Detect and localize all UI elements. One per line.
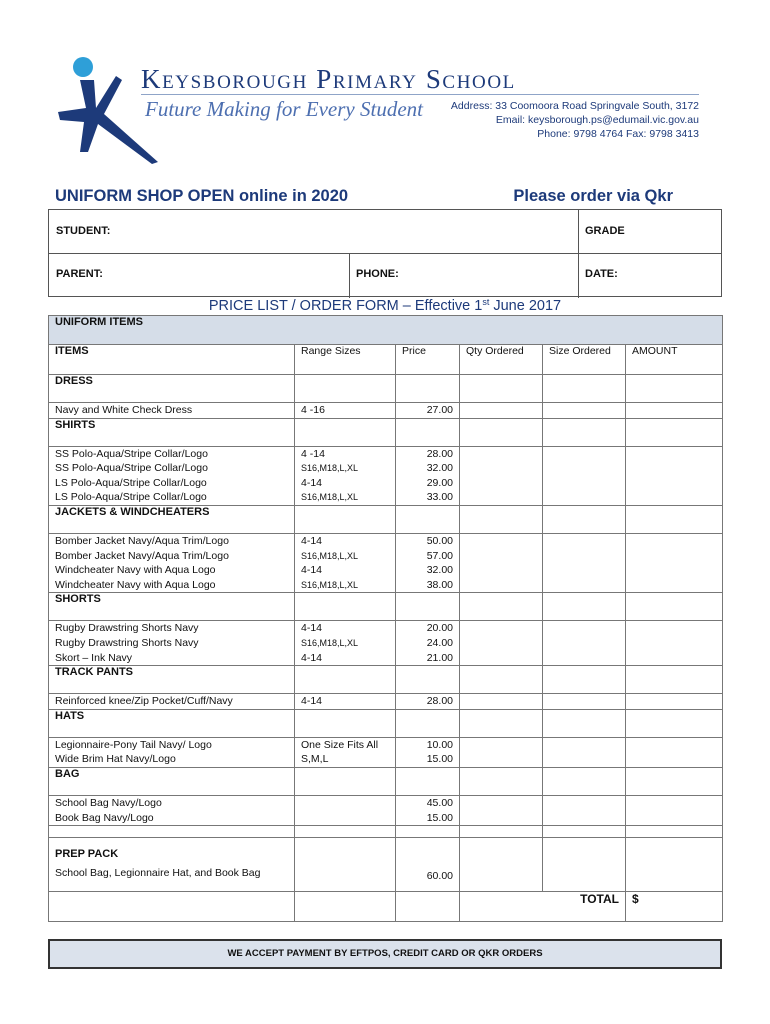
item-price: 57.00	[426, 549, 453, 562]
amount-cell[interactable]	[626, 795, 723, 825]
item-size-range: 4-14	[301, 476, 323, 489]
empty-cell	[543, 767, 626, 795]
empty-cell	[396, 666, 460, 694]
empty-cell	[49, 826, 295, 838]
item-rows	[49, 533, 723, 592]
size-ordered-cell[interactable]	[543, 838, 626, 892]
amount-cell[interactable]	[626, 446, 723, 505]
qty-ordered-cell[interactable]	[460, 446, 543, 505]
amount-cell[interactable]	[626, 737, 723, 767]
item-name: Skort – Ink Navy	[55, 651, 133, 664]
empty-cell	[460, 826, 543, 838]
prep-pack-cell	[49, 838, 295, 892]
empty-cell	[396, 593, 460, 621]
empty-cell	[396, 767, 460, 795]
order-via-heading: Please order via Qkr	[513, 187, 673, 205]
empty-cell	[626, 767, 723, 795]
item-size-range: S16,M18,L,XL	[301, 637, 359, 648]
total-amount-field[interactable]: $	[626, 892, 723, 922]
item-price: 20.00	[426, 622, 453, 635]
item-name: LS Polo-Aqua/Stripe Collar/Logo	[55, 476, 207, 489]
item-rows	[49, 737, 723, 767]
amount-cell[interactable]	[626, 533, 723, 592]
item-name: Reinforced knee/Zip Pocket/Cuff/Navy	[55, 695, 233, 708]
size-ordered-cell[interactable]	[543, 737, 626, 767]
category-row	[49, 375, 723, 403]
item-size-range: 4-14	[301, 622, 323, 635]
empty-cell	[626, 593, 723, 621]
qty-ordered-cell[interactable]	[460, 403, 543, 419]
total-label: TOTAL	[460, 892, 626, 922]
empty-cell	[460, 767, 543, 795]
item-price: 32.00	[426, 564, 453, 577]
size-ordered-cell[interactable]	[543, 795, 626, 825]
empty-cell	[543, 593, 626, 621]
qty-ordered-cell[interactable]	[460, 694, 543, 710]
empty-cell	[543, 709, 626, 737]
item-name: SS Polo-Aqua/Stripe Collar/Logo	[55, 462, 208, 475]
qty-ordered-cell[interactable]	[460, 737, 543, 767]
item-prices-cell	[396, 403, 460, 419]
item-name: Rugby Drawstring Shorts Navy	[55, 636, 199, 649]
empty-cell	[460, 709, 543, 737]
info-divider	[578, 210, 579, 298]
item-name: Rugby Drawstring Shorts Navy	[55, 622, 199, 635]
parent-field-label: PARENT:	[56, 268, 103, 280]
item-size-range: 4-14	[301, 695, 323, 708]
item-rows	[49, 446, 723, 505]
empty-cell	[295, 709, 396, 737]
prep-pack-price-cell	[396, 838, 460, 892]
item-names-cell	[49, 621, 295, 666]
item-size-range: S16,M18,L,XL	[301, 579, 359, 590]
info-divider	[49, 253, 721, 254]
item-size-range: 4-14	[301, 651, 323, 664]
category-label: SHORTS	[49, 593, 295, 621]
item-names-cell	[49, 403, 295, 419]
shop-open-heading: UNIFORM SHOP OPEN online in 2020	[55, 187, 349, 205]
empty-cell	[460, 375, 543, 403]
empty-cell	[543, 826, 626, 838]
prep-pack-row	[49, 838, 723, 892]
item-sizes-cell	[295, 621, 396, 666]
item-price: 28.00	[426, 695, 453, 708]
size-ordered-cell[interactable]	[543, 446, 626, 505]
empty-cell	[543, 418, 626, 446]
student-info-box	[48, 209, 722, 297]
item-sizes-cell	[295, 403, 396, 419]
size-ordered-cell[interactable]	[543, 621, 626, 666]
category-label: HATS	[49, 709, 295, 737]
category-row	[49, 709, 723, 737]
info-divider	[349, 253, 350, 298]
school-tagline: Future Making for Every Student	[145, 97, 423, 121]
category-label: TRACK PANTS	[49, 666, 295, 694]
item-name: Windcheater Navy with Aqua Logo	[55, 564, 216, 577]
empty-cell	[626, 709, 723, 737]
col-header-amount: AMOUNT	[626, 345, 723, 375]
item-name: Windcheater Navy with Aqua Logo	[55, 578, 216, 591]
category-row	[49, 767, 723, 795]
item-price: 38.00	[426, 578, 453, 591]
item-price: 15.00	[426, 811, 453, 824]
header-rule	[141, 94, 699, 95]
item-price: 24.00	[426, 636, 453, 649]
empty-cell	[295, 593, 396, 621]
item-price: 33.00	[426, 491, 453, 504]
item-sizes-cell	[295, 737, 396, 767]
empty-cell	[626, 505, 723, 533]
item-size-range	[301, 796, 389, 811]
item-name: Navy and White Check Dress	[55, 404, 193, 416]
price-list-title: PRICE LIST / ORDER FORM – Effective 1st June 2017	[208, 297, 562, 314]
empty-cell	[460, 505, 543, 533]
size-ordered-cell[interactable]	[543, 533, 626, 592]
item-size-range: S16,M18,L,XL	[301, 463, 359, 474]
empty-cell	[396, 709, 460, 737]
empty-cell	[49, 892, 295, 922]
item-size-range: 4-14	[301, 534, 323, 547]
empty-cell	[460, 666, 543, 694]
item-price: 28.00	[426, 447, 453, 460]
item-sizes-cell	[295, 795, 396, 825]
empty-cell	[626, 375, 723, 403]
item-sizes-cell	[295, 533, 396, 592]
category-label: BAG	[49, 767, 295, 795]
item-rows	[49, 694, 723, 710]
empty-cell	[295, 375, 396, 403]
empty-cell	[396, 826, 460, 838]
empty-cell	[543, 666, 626, 694]
item-prices-cell	[396, 795, 460, 825]
category-label: DRESS	[49, 375, 295, 403]
amount-cell[interactable]	[626, 838, 723, 892]
item-price: 15.00	[426, 753, 453, 766]
date-field-label: DATE:	[585, 268, 618, 280]
amount-cell[interactable]	[626, 694, 723, 710]
item-price: 29.00	[426, 476, 453, 489]
item-name: Bomber Jacket Navy/Aqua Trim/Logo	[55, 549, 229, 562]
empty-cell	[543, 375, 626, 403]
spacer-row	[49, 826, 723, 838]
size-ordered-cell[interactable]	[543, 694, 626, 710]
item-rows	[49, 403, 723, 419]
category-row	[49, 666, 723, 694]
category-row	[49, 593, 723, 621]
uniform-items-label: UNIFORM ITEMS	[49, 316, 723, 345]
item-name: Bomber Jacket Navy/Aqua Trim/Logo	[55, 534, 229, 547]
empty-cell	[543, 505, 626, 533]
empty-cell	[626, 418, 723, 446]
empty-cell	[295, 767, 396, 795]
empty-cell	[295, 418, 396, 446]
item-price: 10.00	[426, 738, 453, 751]
item-prices-cell	[396, 737, 460, 767]
item-price: 32.00	[426, 462, 453, 475]
prep-pack-item: School Bag, Legionnaire Hat, and Book Bag	[55, 867, 261, 880]
item-names-cell	[49, 737, 295, 767]
col-header-size: Size Ordered	[543, 345, 626, 375]
item-name: Wide Brim Hat Navy/Logo	[55, 753, 176, 766]
item-name: Legionnaire-Pony Tail Navy/ Logo	[55, 738, 212, 751]
uniform-items-band	[49, 316, 723, 345]
item-price: 50.00	[426, 534, 453, 547]
item-names-cell	[49, 446, 295, 505]
payment-footer: WE ACCEPT PAYMENT BY EFTPOS, CREDIT CARD OR QKR ORDERS	[48, 939, 722, 969]
school-name: Keysborough Primary School	[141, 64, 516, 94]
item-sizes-cell	[295, 694, 396, 710]
empty-cell	[295, 838, 396, 892]
empty-cell	[295, 892, 396, 922]
total-row	[49, 892, 723, 922]
item-size-range: S16,M18,L,XL	[301, 492, 359, 503]
item-size-range: S,M,L	[301, 753, 329, 766]
qty-ordered-cell[interactable]	[460, 795, 543, 825]
empty-cell	[295, 505, 396, 533]
item-size-range: 4 -14	[301, 447, 325, 460]
prep-pack-price: 60.00	[426, 870, 453, 883]
student-field-label: STUDENT:	[56, 225, 111, 237]
category-label: JACKETS & WINDCHEATERS	[49, 505, 295, 533]
item-prices-cell	[396, 621, 460, 666]
phone-field-label: PHONE:	[356, 268, 399, 280]
item-name: SS Polo-Aqua/Stripe Collar/Logo	[55, 447, 208, 460]
empty-cell	[460, 418, 543, 446]
phone-fax-text: Phone: 9798 4764 Fax: 9798 3413	[537, 128, 699, 140]
order-table	[48, 315, 723, 922]
qty-ordered-cell[interactable]	[460, 621, 543, 666]
prep-pack-label: PREP PACK	[55, 848, 119, 861]
item-size-range	[301, 811, 389, 826]
item-name: School Bag Navy/Logo	[55, 796, 162, 809]
item-rows	[49, 795, 723, 825]
item-size-range: S16,M18,L,XL	[301, 550, 359, 561]
category-row	[49, 505, 723, 533]
empty-cell	[396, 892, 460, 922]
item-prices-cell	[396, 694, 460, 710]
empty-cell	[626, 826, 723, 838]
item-rows	[49, 621, 723, 666]
qty-ordered-cell[interactable]	[460, 533, 543, 592]
item-price: 45.00	[426, 796, 453, 809]
empty-cell	[396, 418, 460, 446]
col-header-items: ITEMS	[49, 345, 295, 375]
item-size-range: 4 -16	[301, 404, 325, 416]
category-label: SHIRTS	[49, 418, 295, 446]
qty-ordered-cell[interactable]	[460, 838, 543, 892]
item-prices-cell	[396, 446, 460, 505]
empty-cell	[396, 375, 460, 403]
empty-cell	[460, 593, 543, 621]
item-sizes-cell	[295, 446, 396, 505]
item-price: 21.00	[426, 651, 453, 664]
item-name: Book Bag Navy/Logo	[55, 811, 154, 824]
address-text: Address: 33 Coomoora Road Springvale South, 3172	[450, 100, 699, 112]
empty-cell	[295, 826, 396, 838]
amount-cell[interactable]	[626, 621, 723, 666]
item-names-cell	[49, 694, 295, 710]
item-prices-cell	[396, 533, 460, 592]
grade-field-label: GRADE	[585, 225, 625, 237]
col-header-range: Range Sizes	[295, 345, 396, 375]
empty-cell	[626, 666, 723, 694]
empty-cell	[295, 666, 396, 694]
item-names-cell	[49, 795, 295, 825]
contact-block	[451, 99, 699, 141]
item-name: LS Polo-Aqua/Stripe Collar/Logo	[55, 491, 207, 504]
item-size-range: One Size Fits All	[301, 738, 379, 751]
size-ordered-cell[interactable]	[543, 403, 626, 419]
column-header-row	[49, 345, 723, 375]
amount-cell[interactable]	[626, 403, 723, 419]
col-header-price: Price	[396, 345, 460, 375]
col-header-qty: Qty Ordered	[460, 345, 543, 375]
item-names-cell	[49, 533, 295, 592]
email-text: Email: keysborough.ps@edumail.vic.gov.au	[495, 114, 699, 126]
item-size-range: 4-14	[301, 564, 323, 577]
empty-cell	[396, 505, 460, 533]
category-row	[49, 418, 723, 446]
item-price: 27.00	[426, 404, 453, 416]
